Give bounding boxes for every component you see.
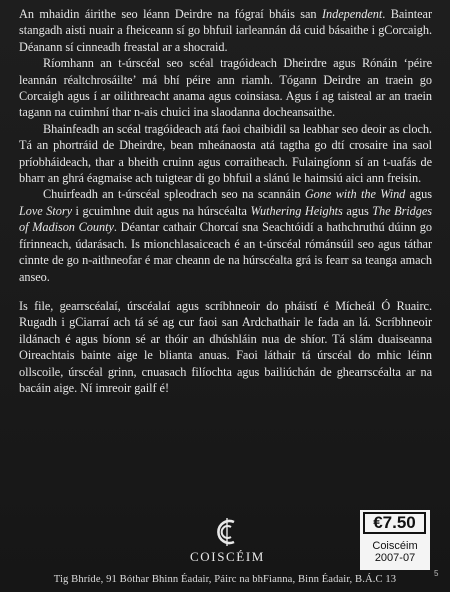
blurb-paragraph: Chuirfeadh an t-úrscéal spleodrach seo na scannáin Gone with the Wind agus Love Story i gcuimhne duit agus na húrscéalta Wuthering Heights agus The Bridges of Madison County. Déantar cathair Chorcaí sna Seachtóidí a hathchruthú dúinn go fírinneach, údarásach. Is mionchlasaiceach é an t-úrscéal rómánsúil seo agus táthar cinnte de go n-aithneofar é mar cheann de na húrscéalta grá is fearr sa teanga amach anseo. — [19, 187, 433, 284]
publisher-name: COISCÉIM — [190, 549, 265, 564]
italic-title: Love Story — [19, 203, 72, 218]
publisher-logo — [190, 516, 264, 565]
publisher-address: Tig Bhríde, 91 Bóthar Bhinn Éadair, Páirc na bhFianna, Binn Éadair, B.Á.C 13 — [53, 574, 397, 585]
sticker-code: 2007-07 — [374, 552, 416, 564]
blurb-paragraph: Bhainfeadh an scéal tragóideach atá faoi chaibidil sa leabhar seo deoir as cloch. Tá an phortráid de Dheirdre, bean mheánaosta atá tagtha go dtí crosaire ina saol príobháideach, thar a bheith cruinn agus corraitheach. Fulaingíonn sí an t-uafás de bharr an ghrá éagmaise ach tuigtear di go bhfuil a slánú le haimsiú aici ann freisin. — [19, 121, 432, 186]
italic-title: The Bridges of Madison County — [19, 203, 433, 235]
price-sticker — [360, 510, 430, 570]
italic-title: Independent — [322, 7, 383, 21]
blurb-paragraph: Ríomhann an t-úrscéal seo scéal tragóideach Dheirdre agus Rónáin ‘péire leannán réaltchrosáilte’ má bhí péire ann riamh. Tógann Deirdre an traein go Corcaigh agus í ar oilithreacht anama agus coinsiasa. Agus í ag taisteal ar an traein tagann na cuimhní thar n-ais chuici ina slaodanna docheansaithe. — [19, 56, 432, 120]
corner-mark: 5 — [434, 569, 439, 578]
italic-title: Wuthering Heights — [250, 203, 343, 218]
author-bio: Is file, gearrscéalaí, úrscéalaí agus scríbhneoir do pháistí é Mícheál Ó Ruairc. Rugadh i gCiarraí ach tá sé ag cur faoi san Ardchathair le fada an lá. Scríbhneoir ildánach é agus bíonn sé ar thóir an dhúshláin nua de shíor. Tá slám duaiseanna Oireachtais bainte aige le blianta anuas. Faoi láthair tá úrscéal do mhic léinn ollscoile, úrscéal grinn, cnuasach filíochta agus bailiúchán de ghearrscéalta ar na bacáin aige. Ní imreoir gailf é! — [19, 298, 432, 395]
blurb-paragraph: An mhaidin áirithe seo léann Deirdre na fógraí bháis san Independent. Baintear stangadh aisti nuair a fheiceann sí go bhfuil iarleannán dá cuid básaithe i gCorcaigh. Déanann sí cinneadh freastal ar a shocraid. — [19, 7, 432, 54]
price-label: €7.50 — [363, 512, 426, 534]
coisceim-monogram-icon — [212, 516, 242, 548]
sticker-publisher: Coiscéim — [372, 540, 418, 552]
italic-title: Gone with the Wind — [304, 187, 406, 202]
blurb-text — [19, 6, 432, 396]
